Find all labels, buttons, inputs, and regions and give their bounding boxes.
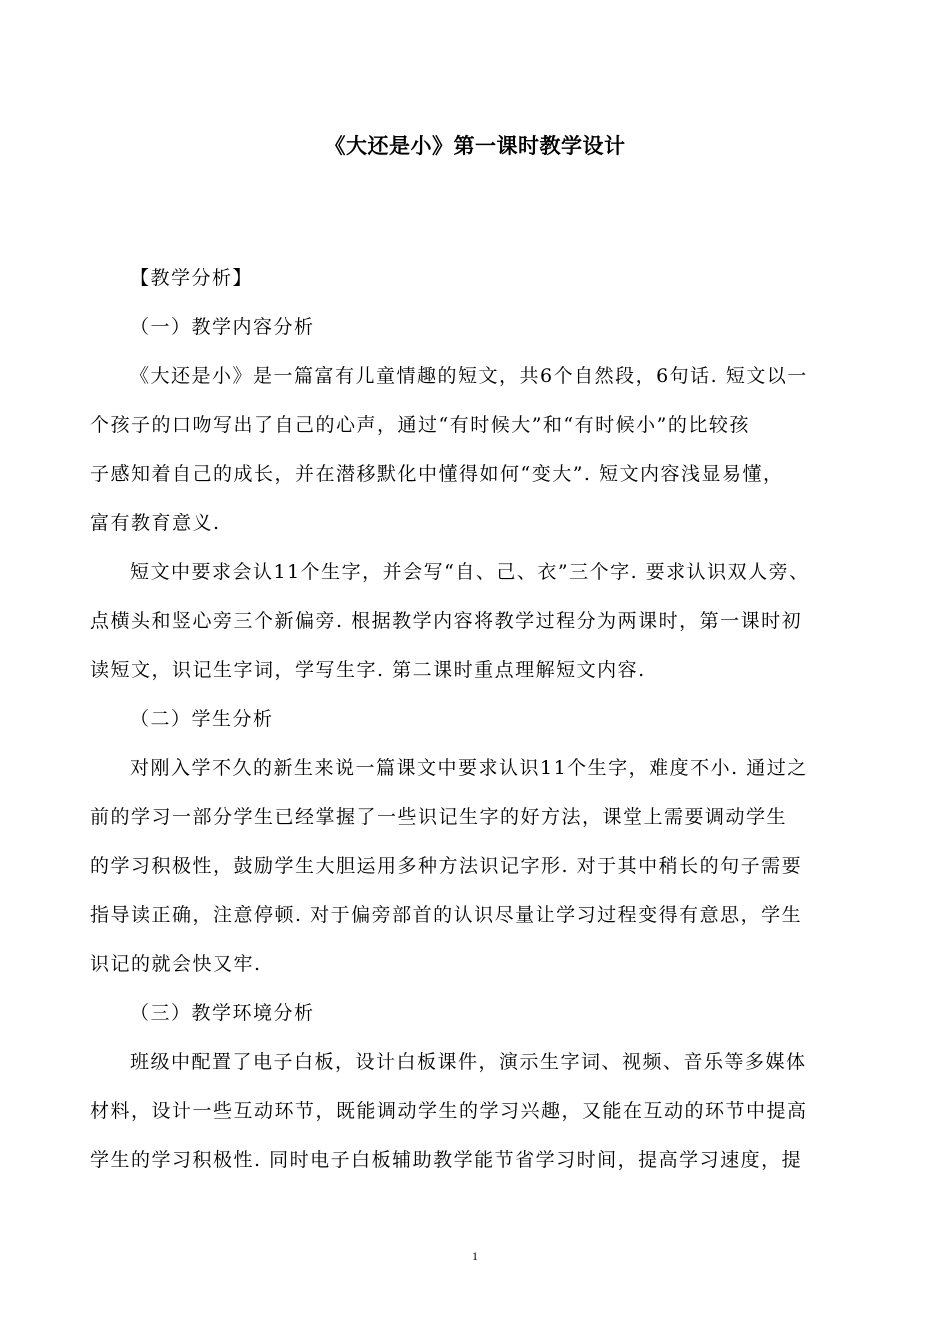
paragraph-line: 点横头和竖心旁三个新偏旁. 根据教学内容将教学过程分为两课时，第一课时初 — [90, 610, 803, 632]
paragraph — [90, 360, 860, 540]
paragraph — [90, 752, 860, 981]
paragraph-line: 《大还是小》是一篇富有儿童情趣的短文，共6个自然段，6句话. 短文以一 — [130, 365, 808, 387]
section-heading-student-analysis: （二）学生分析 — [130, 708, 274, 730]
paragraph-line: 学生的学习积极性. 同时电子白板辅助教学能节省学习时间，提高学习速度，提 — [90, 1149, 803, 1171]
document-title: 《大还是小》第一课时教学设计 — [324, 134, 626, 158]
paragraph — [90, 1046, 860, 1177]
paragraph-line: 对刚入学不久的新生来说一篇课文中要求认识11个生字，难度不小. 通过之 — [130, 757, 808, 779]
section-header: 【教学分析】 — [130, 267, 254, 289]
paragraph-line: 子感知着自己的成长，并在潜移默化中懂得如何“变大”. 短文内容浅显易懂， — [90, 463, 784, 485]
paragraph-line: 的学习积极性，鼓励学生大胆运用多种方法识记字形. 对于其中稍长的句子需要 — [90, 855, 803, 877]
section-heading-content-analysis: （一）教学内容分析 — [130, 316, 315, 338]
paragraph-line: 材料，设计一些互动环节，既能调动学生的学习兴趣，又能在互动的环节中提高 — [90, 1100, 808, 1122]
section-heading-environment-analysis: （三）教学环境分析 — [130, 1002, 315, 1024]
paragraph-line: 富有教育意义. — [90, 512, 221, 534]
paragraph-line: 识记的就会快又牢. — [90, 953, 262, 975]
paragraph-line: 个孩子的口吻写出了自己的心声，通过“有时候大”和“有时候小”的比较孩 — [90, 414, 750, 436]
paragraph-line: 读短文，识记生字词，学写生字. 第二课时重点理解短文内容. — [90, 659, 646, 681]
page-number: 1 — [472, 1249, 478, 1263]
paragraph-line: 前的学习一部分学生已经掌握了一些识记生字的好方法，课堂上需要调动学生 — [90, 806, 788, 828]
paragraph-line: 班级中配置了电子白板，设计白板课件，演示生字词、视频、音乐等多媒体 — [130, 1051, 807, 1073]
paragraph-line: 短文中要求会认11个生字，并会写“自、己、衣”三个字. 要求认识双人旁、 — [130, 561, 810, 583]
paragraph — [90, 556, 860, 687]
paragraph-line: 指导读正确，注意停顿. 对于偏旁部首的认识尽量让学习过程变得有意思，学生 — [90, 904, 803, 926]
document-body — [90, 262, 860, 1193]
